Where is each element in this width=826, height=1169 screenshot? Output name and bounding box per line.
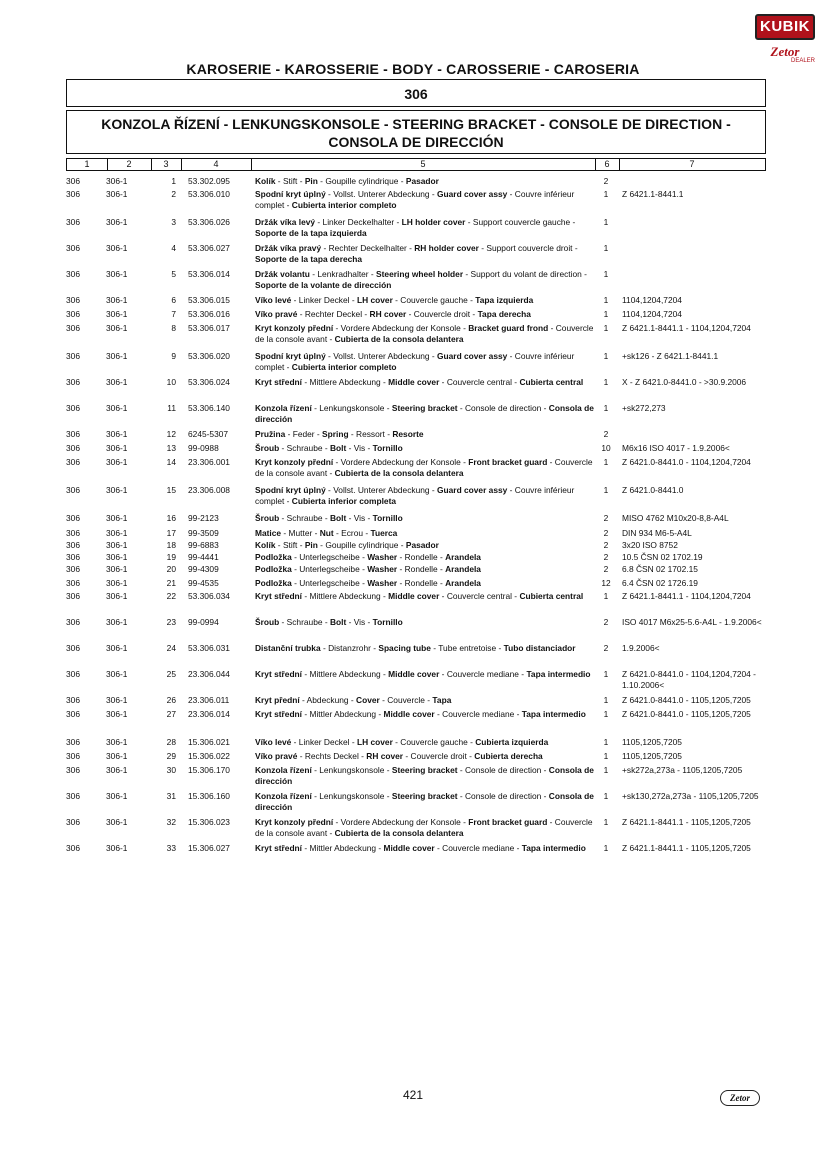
table-row [0,791,826,817]
cell-c5: Kryt konzoly přední - Vordere Abdeckung der Konsole - Front bracket guard - Couvercle de la console avant - Cubierta de la consola delantera [255,817,593,838]
cell-c5: Konzola řízení - Lenkungskonsole - Steering bracket - Console de direction - Consola de dirección [255,765,594,786]
table-row [0,377,826,403]
cell-c4: 53.306.020 [188,351,230,361]
cell-c5: Matice - Mutter - Nut - Ecrou - Tuerca [255,528,398,538]
cell-c6: 1 [603,709,609,719]
cell-c2: 306-1 [106,351,128,361]
cell-c2: 306-1 [106,817,128,827]
cell-c1: 306 [66,377,80,387]
cell-c3: 25 [166,669,176,679]
cell-c7: DIN 934 M6-5-A4L [622,528,692,538]
cell-c6: 1 [603,669,609,679]
cell-c3: 8 [171,323,176,333]
table-row [0,323,826,351]
cell-c3: 24 [166,643,176,653]
cell-c4: 53.306.014 [188,269,230,279]
cell-c1: 306 [66,669,80,679]
cell-c4: 99-4441 [188,552,219,562]
table-row [0,540,826,552]
cell-c2: 306-1 [106,403,128,413]
table-row [0,309,826,323]
cell-c6: 1 [603,695,609,705]
cell-c3: 12 [166,429,176,439]
cell-c1: 306 [66,269,80,279]
cell-c7: 1105,1205,7205 [622,737,682,747]
cell-c2: 306-1 [106,791,128,801]
column-header [66,158,766,171]
cell-c1: 306 [66,617,80,627]
cell-c4: 53.306.015 [188,295,230,305]
table-row [0,528,826,540]
cell-c2: 306-1 [106,269,128,279]
cell-c4: 15.306.023 [188,817,230,827]
cell-c6: 2 [603,617,609,627]
table-row [0,189,826,217]
cell-c2: 306-1 [106,751,128,761]
cell-c2: 306-1 [106,443,128,453]
cell-c3: 16 [166,513,176,523]
cell-c1: 306 [66,765,80,775]
column-header-4: 4 [181,159,252,170]
cell-c3: 29 [166,751,176,761]
kubik-logo [755,14,815,66]
cell-c5: Kolík - Stift - Pin - Goupille cylindrique - Pasador [255,540,439,550]
column-header-2: 2 [107,159,152,170]
cell-c6: 10 [601,443,611,453]
cell-c4: 99-6883 [188,540,219,550]
table-row [0,351,826,377]
cell-c3: 5 [171,269,176,279]
cell-c5: Kryt konzoly přední - Vordere Abdeckung der Konsole - Bracket guard frond - Couvercle de la console avant - Cubierta de la consola delantera [255,323,594,344]
page-title: KAROSERIE - KAROSSERIE - BODY - CAROSSERIE - CAROSERIA [186,61,640,77]
cell-c6: 2 [603,176,609,186]
cell-c6: 1 [603,457,609,467]
cell-c6: 1 [603,323,609,333]
cell-c7: Z 6421.1-8441.1 - 1104,1204,7204 [622,591,751,601]
cell-c6: 1 [603,243,609,253]
table-row [0,591,826,617]
cell-c4: 53.302.095 [188,176,230,186]
cell-c6: 2 [603,528,609,538]
cell-c1: 306 [66,217,80,227]
cell-c6: 2 [603,513,609,523]
cell-c2: 306-1 [106,377,128,387]
cell-c1: 306 [66,403,80,413]
cell-c6: 2 [603,643,609,653]
cell-c6: 1 [603,843,609,853]
cell-c2: 306-1 [106,528,128,538]
cell-c3: 14 [166,457,176,467]
table-row [0,751,826,765]
cell-c6: 1 [603,295,609,305]
cell-c2: 306-1 [106,695,128,705]
cell-c5: Šroub - Schraube - Bolt - Vis - Tornillo [255,617,403,627]
cell-c1: 306 [66,737,80,747]
cell-c3: 32 [166,817,176,827]
cell-c7: MISO 4762 M10x20-8,8-A4L [622,513,729,523]
cell-c6: 1 [603,737,609,747]
cell-c3: 4 [171,243,176,253]
cell-c4: 23.306.011 [188,695,230,705]
cell-c4: 53.306.024 [188,377,230,387]
cell-c1: 306 [66,243,80,253]
cell-c5: Podložka - Unterlegscheibe - Washer - Rondelle - Arandela [255,578,481,588]
cell-c6: 1 [603,765,609,775]
cell-c1: 306 [66,513,80,523]
cell-c7: Z 6421.1-8441.1 - 1105,1205,7205 [622,843,751,853]
cell-c1: 306 [66,323,80,333]
table-row [0,552,826,564]
cell-c6: 1 [603,377,609,387]
table-row [0,513,826,528]
table-row [0,817,826,843]
parts-table [0,176,826,869]
column-header-5: 5 [251,159,596,170]
cell-c1: 306 [66,791,80,801]
cell-c4: 53.306.140 [188,403,230,413]
cell-c2: 306-1 [106,457,128,467]
cell-c2: 306-1 [106,540,128,550]
cell-c3: 7 [171,309,176,319]
table-row [0,217,826,243]
cell-c6: 1 [603,351,609,361]
cell-c7: Z 6421.0-8441.0 - 1105,1205,7205 [622,695,751,705]
cell-c1: 306 [66,309,80,319]
cell-c4: 23.306.044 [188,669,230,679]
cell-c4: 23.306.014 [188,709,230,719]
cell-c2: 306-1 [106,189,128,199]
cell-c6: 1 [603,269,609,279]
table-row [0,403,826,429]
table-row [0,243,826,269]
cell-c2: 306-1 [106,295,128,305]
cell-c7: Z 6421.0-8441.0 - 1104,1204,7204 [622,457,751,467]
cell-c3: 23 [166,617,176,627]
cell-c4: 15.306.027 [188,843,230,853]
cell-c5: Víko levé - Linker Deckel - LH cover - Couvercle gauche - Tapa izquierda [255,295,534,305]
cell-c5: Podložka - Unterlegscheibe - Washer - Rondelle - Arandela [255,564,481,574]
cell-c3: 18 [166,540,176,550]
cell-c4: 15.306.170 [188,765,230,775]
cell-c7: 1104,1204,7204 [622,309,682,319]
footer-zetor-logo: Zetor [720,1090,760,1106]
cell-c3: 2 [171,189,176,199]
cell-c6: 1 [603,309,609,319]
cell-c5: Kryt přední - Abdeckung - Cover - Couvercle - Tapa [255,695,452,705]
cell-c7: Z 6421.1-8441.1 - 1105,1205,7205 [622,817,751,827]
zetor-logo-text: Zetor [770,44,800,59]
cell-c3: 22 [166,591,176,601]
table-row [0,485,826,513]
cell-c4: 53.306.034 [188,591,230,601]
cell-c3: 19 [166,552,176,562]
cell-c3: 26 [166,695,176,705]
cell-c3: 30 [166,765,176,775]
table-row [0,669,826,695]
cell-c3: 11 [167,403,176,413]
cell-c2: 306-1 [106,309,128,319]
cell-c3: 21 [166,578,176,588]
cell-c4: 15.306.021 [188,737,230,747]
cell-c6: 2 [603,429,609,439]
cell-c5: Kryt střední - Mittlere Abdeckung - Middle cover - Couvercle central - Cubierta central [255,591,584,601]
cell-c6: 1 [603,217,609,227]
cell-c6: 2 [603,564,609,574]
column-header-7: 7 [689,159,695,169]
cell-c7: 3x20 ISO 8752 [622,540,678,550]
cell-c5: Podložka - Unterlegscheibe - Washer - Rondelle - Arandela [255,552,481,562]
cell-c5: Spodní kryt úplný - Vollst. Unterer Abdeckung - Guard cover assy - Couvre inférieur complet - Cubierta inferior completa [255,485,575,506]
cell-c6: 1 [603,189,609,199]
cell-c3: 31 [166,791,176,801]
cell-c5: Konzola řízení - Lenkungskonsole - Steering bracket - Console de direction - Consola de dirección [255,791,594,812]
cell-c7: X - Z 6421.0-8441.0 - >30.9.2006 [622,377,747,387]
cell-c2: 306-1 [106,643,128,653]
cell-c5: Držák volantu - Lenkradhalter - Steering wheel holder - Support du volant de direction - Soporte de la volante de dirección [255,269,587,290]
cell-c6: 1 [603,591,609,601]
cell-c4: 23.306.001 [188,457,230,467]
table-row [0,176,826,189]
cell-c5: Držák víka pravý - Rechter Deckelhalter - RH holder cover - Support couvercle droit - Soporte de la tapa derecha [255,243,578,264]
table-row [0,429,826,443]
cell-c4: 53.306.031 [188,643,230,653]
cell-c5: Kolík - Stift - Pin - Goupille cylindrique - Pasador [255,176,439,186]
cell-c2: 306-1 [106,564,128,574]
cell-c5: Kryt střední - Mittler Abdeckung - Middle cover - Couvercle mediane - Tapa intermedio [255,843,586,853]
column-header-1: 1 [67,159,108,170]
cell-c3: 9 [171,351,176,361]
cell-c6: 12 [601,578,611,588]
cell-c1: 306 [66,552,80,562]
cell-c3: 15 [166,485,176,495]
cell-c7: 1105,1205,7205 [622,751,682,761]
cell-c4: 99-4535 [188,578,219,588]
cell-c2: 306-1 [106,429,128,439]
page-number: 421 [402,1088,424,1102]
cell-c2: 306-1 [106,513,128,523]
cell-c4: 99-0988 [188,443,219,453]
cell-c4: 53.306.010 [188,189,230,199]
cell-c7: +sk272,273 [622,403,666,413]
cell-c2: 306-1 [106,617,128,627]
cell-c7: Z 6421.1-8441.1 - 1104,1204,7204 [622,323,751,333]
cell-c7: Z 6421.0-8441.0 [622,485,684,495]
cell-c4: 15.306.160 [188,791,230,801]
table-row [0,457,826,485]
cell-c1: 306 [66,295,80,305]
cell-c2: 306-1 [106,485,128,495]
cell-c2: 306-1 [106,323,128,333]
cell-c6: 2 [603,552,609,562]
cell-c3: 13 [166,443,176,453]
cell-c6: 1 [603,485,609,495]
cell-c4: 6245-5307 [188,429,229,439]
table-row [0,843,826,869]
kubik-logo-text: KUBIK [755,14,815,40]
cell-c4: 99-3509 [188,528,219,538]
cell-c1: 306 [66,843,80,853]
cell-c6: 1 [603,817,609,827]
cell-c6: 1 [603,791,609,801]
cell-c2: 306-1 [106,578,128,588]
cell-c4: 53.306.027 [188,243,230,253]
cell-c7: Z 6421.0-8441.0 - 1105,1205,7205 [622,709,751,719]
cell-c5: Víko levé - Linker Deckel - LH cover - Couvercle gauche - Cubierta izquierda [255,737,549,747]
table-row [0,443,826,457]
cell-c1: 306 [66,564,80,574]
section-title: KONZOLA ŘÍZENÍ - LENKUNGSKONSOLE - STEERING BRACKET - CONSOLE DE DIRECTION - CONSOLA DE DIRECCIÓN [66,110,766,154]
cell-c2: 306-1 [106,552,128,562]
cell-c7: 6.4 ČSN 02 1726.19 [622,578,698,588]
cell-c1: 306 [66,540,80,550]
cell-c1: 306 [66,351,80,361]
column-header-6: 6 [595,159,620,170]
cell-c3: 10 [166,377,176,387]
cell-c7: M6x16 ISO 4017 - 1.9.2006< [622,443,730,453]
cell-c4: 99-4309 [188,564,219,574]
cell-c2: 306-1 [106,243,128,253]
cell-c3: 6 [171,295,176,305]
cell-c1: 306 [66,578,80,588]
cell-c4: 99-0994 [188,617,219,627]
cell-c6: 1 [603,403,609,413]
cell-c3: 1 [171,176,176,186]
cell-c7: ISO 4017 M6x25-5.6-A4L - 1.9.2006< [622,617,762,627]
cell-c5: Víko pravé - Rechter Deckel - RH cover - Couvercle droit - Tapa derecha [255,309,531,319]
table-row [0,695,826,709]
cell-c1: 306 [66,751,80,761]
cell-c2: 306-1 [106,737,128,747]
cell-c7: 1104,1204,7204 [622,295,682,305]
cell-c5: Kryt konzoly přední - Vordere Abdeckung der Konsole - Front bracket guard - Couvercle de la console avant - Cubierta de la consola delantera [255,457,593,478]
cell-c7: 1.9.2006< [622,643,660,653]
cell-c7: 10.5 ČSN 02 1702.19 [622,552,703,562]
cell-c3: 27 [166,709,176,719]
cell-c1: 306 [66,457,80,467]
cell-c2: 306-1 [106,843,128,853]
cell-c1: 306 [66,528,80,538]
table-row [0,737,826,751]
cell-c5: Kryt střední - Mittlere Abdeckung - Middle cover - Couvercle mediane - Tapa intermedio [255,669,591,679]
cell-c2: 306-1 [106,217,128,227]
cell-c1: 306 [66,695,80,705]
cell-c7: Z 6421.1-8441.1 [622,189,684,199]
table-row [0,295,826,309]
cell-c4: 15.306.022 [188,751,230,761]
cell-c3: 17 [166,528,176,538]
table-row [0,269,826,295]
cell-c4: 53.306.017 [188,323,230,333]
cell-c3: 3 [171,217,176,227]
cell-c1: 306 [66,709,80,719]
cell-c5: Držák víka levý - Linker Deckelhalter - LH holder cover - Support couvercle gauche - Soporte de la tapa izquierda [255,217,576,238]
cell-c1: 306 [66,591,80,601]
cell-c5: Kryt střední - Mittlere Abdeckung - Middle cover - Couvercle central - Cubierta central [255,377,584,387]
cell-c3: 33 [166,843,176,853]
table-row [0,564,826,578]
cell-c7: Z 6421.0-8441.0 - 1104,1204,7204 - 1.10.2006< [622,669,756,690]
cell-c5: Šroub - Schraube - Bolt - Vis - Tornillo [255,443,403,453]
cell-c5: Kryt střední - Mittler Abdeckung - Middle cover - Couvercle mediane - Tapa intermedio [255,709,586,719]
table-row [0,643,826,669]
cell-c5: Konzola řízení - Lenkungskonsole - Steering bracket - Console de direction - Consola de dirección [255,403,594,424]
cell-c4: 99-2123 [188,513,219,523]
cell-c1: 306 [66,443,80,453]
column-header-3: 3 [151,159,182,170]
cell-c2: 306-1 [106,765,128,775]
cell-c1: 306 [66,429,80,439]
cell-c3: 28 [166,737,176,747]
cell-c6: 2 [603,540,609,550]
cell-c7: +sk272a,273a - 1105,1205,7205 [622,765,743,775]
cell-c5: Víko pravé - Rechts Deckel - RH cover - Couvercle droit - Cubierta derecha [255,751,543,761]
cell-c7: 6.8 ČSN 02 1702.15 [622,564,698,574]
group-number: 306 [66,79,766,107]
cell-c5: Pružina - Feder - Spring - Ressort - Resorte [255,429,424,439]
table-row [0,765,826,791]
cell-c5: Distanční trubka - Distanzrohr - Spacing tube - Tube entretoise - Tubo distanciador [255,643,576,653]
cell-c5: Spodní kryt úplný - Vollst. Unterer Abdeckung - Guard cover assy - Couvre inférieur complet - Cubierta interior completo [255,189,575,210]
table-row [0,578,826,591]
cell-c2: 306-1 [106,669,128,679]
cell-c1: 306 [66,817,80,827]
table-row [0,617,826,643]
cell-c5: Spodní kryt úplný - Vollst. Unterer Abdeckung - Guard cover assy - Couvre inférieur complet - Cubierta interior completo [255,351,575,372]
cell-c6: 1 [603,751,609,761]
cell-c7: +sk126 - Z 6421.1-8441.1 [622,351,719,361]
dealer-logo-text: DEALER [790,58,815,64]
cell-c3: 20 [166,564,176,574]
cell-c1: 306 [66,189,80,199]
cell-c1: 306 [66,643,80,653]
cell-c4: 53.306.016 [188,309,230,319]
cell-c1: 306 [66,176,80,186]
cell-c2: 306-1 [106,591,128,601]
cell-c4: 23.306.008 [188,485,230,495]
cell-c2: 306-1 [106,709,128,719]
cell-c7: +sk130,272a,273a - 1105,1205,7205 [622,791,759,801]
table-row [0,709,826,737]
cell-c4: 53.306.026 [188,217,230,227]
cell-c5: Šroub - Schraube - Bolt - Vis - Tornillo [255,513,403,523]
cell-c1: 306 [66,485,80,495]
cell-c2: 306-1 [106,176,128,186]
